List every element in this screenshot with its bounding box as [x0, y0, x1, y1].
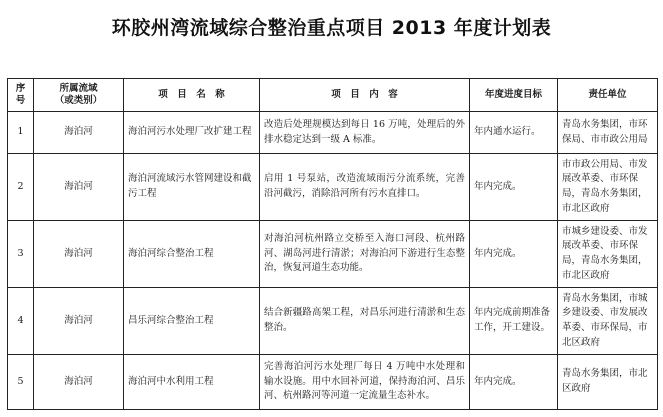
header-unit: 责任单位: [558, 79, 658, 112]
cell-no: 3: [8, 221, 34, 288]
table-row: [8, 154, 658, 221]
table-row: [8, 221, 658, 288]
cell-name: 海泊河污水处理厂改扩建工程: [124, 112, 260, 154]
table-header-row: [8, 79, 658, 112]
cell-no: 1: [8, 112, 34, 154]
page-title: 环胶州湾流域综合整治重点项目 2013 年度计划表: [111, 17, 552, 39]
cell-content: 启用 1 号泵站，改造流域雨污分流系统，完善沿河截污，消除沿河所有污水直排口。: [260, 154, 470, 221]
cell-unit: 青岛水务集团，市环保局、市市政公用局: [558, 112, 658, 154]
header-basin: 所属流域 （或类别）: [34, 79, 124, 112]
cell-unit: 青岛水务集团，市城乡建设委、市发展改革委、市环保局，市北区政府: [558, 288, 658, 355]
cell-basin: 海泊河: [34, 288, 124, 355]
cell-name: 昌乐河综合整治工程: [124, 288, 260, 355]
plan-table: [7, 78, 658, 410]
cell-no: 4: [8, 288, 34, 355]
cell-content: 改造后处理规模达到每日 16 万吨，处理后的外排水稳定达到一级 A 标准。: [260, 112, 470, 154]
table-row: [8, 112, 658, 154]
cell-basin: 海泊河: [34, 154, 124, 221]
cell-unit: 青岛水务集团，市北区政府: [558, 355, 658, 410]
cell-target: 年内完成。: [470, 154, 558, 221]
cell-content: 结合新疆路高架工程，对昌乐河进行清淤和生态整治。: [260, 288, 470, 355]
cell-basin: 海泊河: [34, 221, 124, 288]
cell-no: 2: [8, 154, 34, 221]
cell-no: 5: [8, 355, 34, 410]
header-content: 项 目 内 容: [260, 79, 470, 112]
table-row: [8, 288, 658, 355]
cell-name: 海泊河流域污水管网建设和截污工程: [124, 154, 260, 221]
cell-target: 年内完成。: [470, 355, 558, 410]
header-target: 年度进度目标: [470, 79, 558, 112]
cell-basin: 海泊河: [34, 112, 124, 154]
table-row: [8, 355, 658, 410]
cell-content: 完善海泊河污水处理厂每日 4 万吨中水处理和输水设施。用中水回补河道，保持海泊河、昌乐河、杭州路河等河道一定流量生态补水。: [260, 355, 470, 410]
cell-target: 年内完成前期准备工作，开工建设。: [470, 288, 558, 355]
cell-content: 对海泊河杭州路立交桥至入海口河段、杭州路河、湖岛河进行清淤；对海泊河下游进行生态整治，恢复河道生态功能。: [260, 221, 470, 288]
cell-target: 年内完成。: [470, 221, 558, 288]
cell-basin: 海泊河: [34, 355, 124, 410]
header-name: 项 目 名 称: [124, 79, 260, 112]
header-no: 序号: [8, 79, 34, 112]
cell-unit: 市市政公用局、市发展改革委、市环保局，青岛水务集团，市北区政府: [558, 154, 658, 221]
cell-unit: 市城乡建设委、市发展改革委、市环保局，青岛水务集团，市北区政府: [558, 221, 658, 288]
cell-target: 年内通水运行。: [470, 112, 558, 154]
cell-name: 海泊河综合整治工程: [124, 221, 260, 288]
cell-name: 海泊河中水利用工程: [124, 355, 260, 410]
